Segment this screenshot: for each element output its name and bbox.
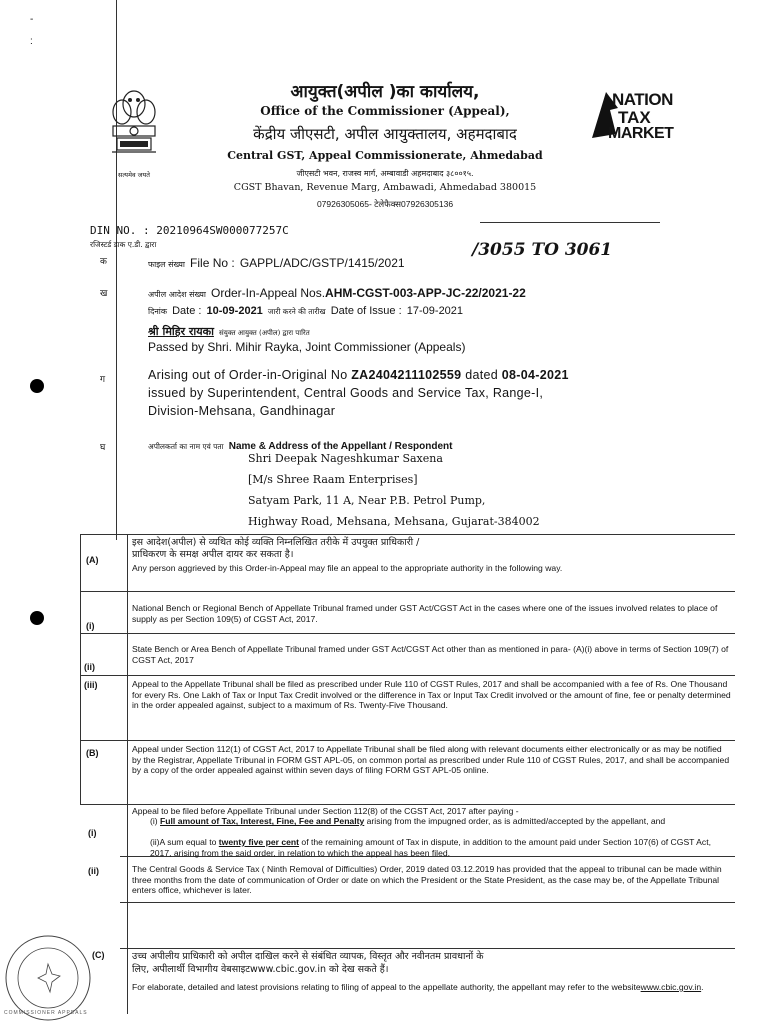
date-label-hindi: दिनांक [148, 307, 167, 316]
arising-prefix: ग [100, 375, 106, 385]
section-b-label: (B) [86, 748, 99, 758]
file-label-hindi: फाइल संख्या [148, 260, 185, 269]
section-iii-label: (iii) [84, 680, 98, 690]
office-title-english: Office of the Commissioner (Appeal), [260, 104, 510, 118]
appellant-address [248, 448, 540, 532]
appellant-firm: [M/s Shree Raam Enterprises] [248, 473, 418, 486]
section-a-label: (A) [86, 555, 99, 565]
address-hindi: जीएसटी भवन, राजस्व मार्ग, अम्बावाडी अहमदाबाद ३८००१५. [296, 169, 474, 178]
section-i-label: (i) [86, 621, 95, 631]
section-b-ii-text: The Central Goods & Service Tax ( Ninth Removal of Difficulties) Order, 2019 dated 03.12.2019 has provided that the appeal to tribunal can be made within three months from the date of communication of Order or date on which the President or the State President, as the case may be, of the Appellate Tribunal enters office, whichever is later. [132, 864, 722, 895]
order-label: Order-In-Appeal Nos. [211, 286, 326, 300]
order-date: 10-09-2021 [206, 305, 263, 317]
section-c-hindi-1: उच्च अपीलीय प्राधिकारी को अपील दाखिल करने से संबंधित व्यापक, विस्तृत और नवीनतम प्रावधानों के [132, 951, 484, 962]
file-prefix: क [100, 257, 107, 267]
issue-label-hindi: जारी करने की तारीख [267, 307, 326, 316]
point-2-label: (ii) [150, 837, 160, 847]
section-a-hindi-1: इस आदेश(अपील) से व्यथित कोई व्यक्ति निम्नलिखित तरीके में उपयुक्त प्राधिकारी / [132, 537, 420, 548]
file-line [148, 252, 405, 271]
address-english: CGST Bhavan, Revenue Marg, Ambawadi, Ahmedabad 380015 [233, 182, 537, 193]
din-label: DIN NO. : [90, 224, 150, 237]
section-iii-text: Appeal to the Appellate Tribunal shall be filed as prescribed under Rule 110 of CGST Rules, 2017 and shall be accompanied with a fee of Rs. One Thousand for every Rs. One Lakh of Tax or Input Tax Credit involved or the difference in Tax or Input Tax Credit involved or the amount of fine, fee or penalty determined in the order appealed against, subject to a maximum of Rs. Twenty-Five Thousand. [132, 679, 731, 710]
section-ii-text: State Bench or Area Bench of Appellate Tribunal framed under GST Act/CGST Act other than as mentioned in para- (A)(i) above in terms of Section 109(7) of CGST Act, 2017 [132, 644, 729, 665]
cgst-title-english: Central GST, Appeal Commissionerate, Ahmedabad [227, 149, 543, 162]
section-c-hindi-2: लिए, अपीलार्थी विभागीय वेबसाइटwww.cbic.gov.in को देख सकते हैं। [132, 964, 389, 975]
arising-line-1 [148, 368, 569, 382]
issue-label: Date of Issue : [330, 305, 402, 317]
file-label: File No : [190, 256, 235, 270]
arising-line-2: issued by Superintendent, Central Goods and Service Tax, Range-I, [148, 386, 544, 400]
row-rule [80, 633, 735, 634]
section-c-english-text: For elaborate, detailed and latest provisions relating to filing of appeal to the appellate authority, the appellant may refer to the website [132, 982, 641, 992]
order-date-line [148, 299, 463, 318]
passed-name-hindi: श्री मिहिर रायका [148, 325, 214, 338]
point-1-label: (i) [150, 816, 158, 826]
logo-text-market: MARKET [608, 125, 674, 142]
punch-hole-2 [30, 611, 44, 625]
date-label: Date : [172, 305, 202, 317]
stamp-text: COMMISSIONER APPEALS [4, 1010, 88, 1016]
cbic-website-link[interactable]: www.cbic.gov.in [640, 982, 702, 992]
section-b-i-label: (i) [88, 828, 97, 838]
section-i-text: National Bench or Regional Bench of Appellate Tribunal framed under GST Act/CGST Act in the cases where one of the issues involved relates to place of supply as per Section 109(5) of CGST Act, 2017. [132, 603, 718, 624]
file-handwritten: /3055 TO 3061 [472, 240, 613, 260]
row-rule [80, 804, 735, 805]
section-c-english-end: . [701, 982, 704, 992]
section-b-ii-label: (ii) [88, 866, 99, 876]
row-rule [120, 902, 735, 903]
appellant-label-hindi: अपीलकर्ता का नाम एवं पता [148, 442, 224, 451]
appellant-address-line-2: Highway Road, Mehsana, Mehsana, Gujarat-384002 [248, 515, 540, 528]
section-c-english [132, 982, 732, 993]
section-ii-label: (ii) [84, 662, 95, 672]
point-1-bold: Full amount of Tax, Interest, Fine, Fee and Penalty [160, 816, 365, 826]
office-title-hindi: आयुक्त(अपील )का कार्यालय, [290, 82, 480, 102]
arising-line-3: Division-Mehsana, Gandhinagar [148, 404, 336, 418]
table-left-rule [80, 534, 81, 804]
section-c-label: (C) [92, 950, 105, 960]
passed-role-hindi: संयुक्त आयुक्त (अपील) द्वारा पारित [219, 329, 310, 337]
appellant-prefix: घ [100, 443, 106, 453]
header-rule [480, 222, 660, 223]
arising-dated: dated [465, 368, 498, 382]
point-1-rest: arising from the impugned order, as is admitted/accepted by the appellant, and [364, 816, 666, 826]
row-rule [80, 591, 735, 592]
point-2-a: A sum equal to [159, 837, 219, 847]
section-a-hindi-2: प्राधिकरण के समक्ष अपील दायर कर सकता है। [132, 549, 294, 560]
row-rule [80, 675, 735, 676]
oio-number: ZA2404211102559 [351, 368, 462, 382]
arising-text: Arising out of Order-in-Original No [148, 368, 348, 382]
order-number: AHM-CGST-003-APP-JC-22/2021-22 [325, 286, 526, 300]
file-number: GAPPL/ADC/GSTP/1415/2021 [239, 256, 405, 270]
point-2-b: of the remaining amount of Tax in dispute, in addition to the amount paid under Section 107(6) of CGST Act, 2017, arising from the said order, in relation to which the appeal has been filed. [150, 837, 711, 858]
margin-mark: - [30, 14, 34, 25]
logo-text-tax: TAX [618, 108, 651, 127]
order-prefix: ख [100, 289, 108, 299]
registered-ad: रजिस्टर्ड डाक ए.डी. द्वारा [90, 240, 157, 249]
section-b-text: Appeal under Section 112(1) of CGST Act, 2017 to Appellate Tribunal shall be filed along with relevant documents either electronically or as may be notified by the Registrar, Appellate Tribunal in FORM GST APL-05, on common portal as prescribed under Rule 110 of CGST Rules, 2017, and shall be accompanied by a copy of the order appealed against within seven days of filing FORM GST APL-05 online. [132, 744, 730, 775]
row-rule [80, 740, 735, 741]
appellant-name: Shri Deepak Nageshkumar Saxena [248, 452, 443, 465]
row-rule [120, 948, 735, 949]
table-label-divider [127, 534, 128, 1014]
passed-by: Passed by Shri. Mihir Rayka, Joint Commissioner (Appeals) [148, 340, 466, 354]
section-a-english: Any person aggrieved by this Order-in-Appeal may file an appeal to the appropriate authority in the following way. [132, 563, 563, 573]
appellant-address-line-1: Satyam Park, 11 A, Near P.B. Petrol Pump, [248, 494, 486, 507]
punch-hole-1 [30, 379, 44, 393]
cgst-title-hindi: केंद्रीय जीएसटी, अपील आयुक्तालय, अहमदाबाद [253, 125, 517, 143]
phone-fax: 07926305065- टेलेफैक्स07926305136 [316, 199, 454, 209]
logo-text-nation: NATION [612, 90, 673, 109]
appellant-label: Name & Address of the Appellant / Respondent [228, 441, 453, 452]
din-value: 20210964SW000077257C [156, 224, 289, 237]
section-b-i-point-1 [150, 816, 732, 827]
din-line [90, 224, 289, 237]
table-top-rule [80, 534, 735, 535]
section-b-i-intro: Appeal to be filed before Appellate Tribunal under Section 112(8) of the CGST Act, 2017 after paying - [132, 806, 519, 816]
order-label-hindi: अपील आदेश संख्या [148, 290, 206, 299]
passed-hindi-line [148, 320, 310, 339]
point-2-bold: twenty five per cent [218, 837, 300, 847]
margin-mark: : [30, 36, 33, 47]
emblem-caption: सत्यमेव जयते [118, 171, 150, 179]
oio-date: 08-04-2021 [501, 368, 569, 382]
section-b-i-point-2 [150, 837, 732, 858]
issue-date: 17-09-2021 [406, 305, 464, 317]
